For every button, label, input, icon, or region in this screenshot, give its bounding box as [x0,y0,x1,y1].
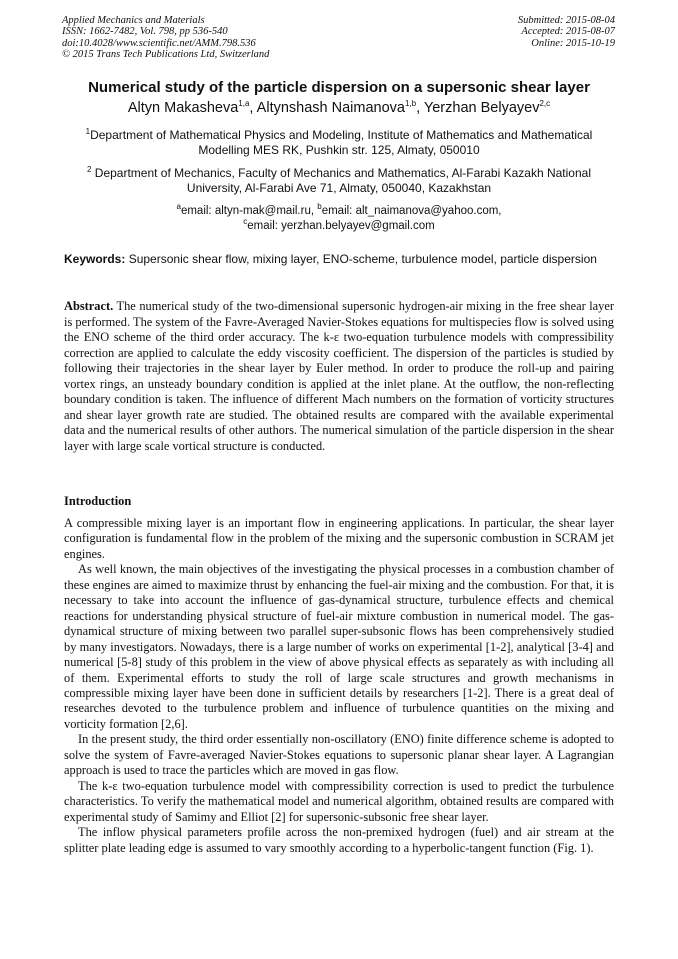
journal-header [62,15,269,61]
author-name: Yerzhan Belyayev [423,100,540,116]
copyright-line: © 2015 Trans Tech Publications Ltd, Switzerland [62,49,270,61]
affiliation-1 [64,128,614,158]
email-mark: a [176,202,181,212]
paragraph: The k-ε two-equation turbulence model with compressibility correction is used to predict the turbulence characteristics. To verify the mathematical model and numerical algorithm, obtained results are compared with experimental study of Samimy and Elliot [2] for supersonic-subsonic free shear layer. [64,778,614,824]
affiliation-mark: 2 [86,165,92,174]
affiliation-mark: 1 [85,127,91,136]
online-date: Online: 2015-10-19 [531,37,615,49]
email-a: email: altyn-mak@mail.ru, [180,205,318,217]
email-mark: b [317,202,322,212]
paragraph: In the present study, the third order essentially non-oscillatory (ENO) finite difference scheme is adopted to solve the system of Favre-averaged Navier-Stokes equations to supersonic planar shear layer. A Lagrangian approach is used to trace the particles which are moved in gas flow. [64,732,614,778]
author-separator: , [416,100,424,116]
paragraph: A compressible mixing layer is an important flow in engineering applications. In particular, the shear layer configuration is fundamental flow in the problem of the mixing and the supersonic combustion in SCRAM jet engines. [64,516,614,561]
author-name: Altyn Makasheva [127,100,239,116]
paper-title: Numerical study of the particle dispersion on a supersonic shear layer [88,79,590,96]
keywords-label: Keywords: [64,252,126,266]
introduction-body [64,516,614,856]
author-list [40,100,638,116]
section-heading: Introduction [64,494,132,508]
author-affil-mark: 1,a [238,99,250,109]
keywords-text: Supersonic shear flow, mixing layer, ENO-scheme, turbulence model, particle dispersion [125,252,597,266]
affiliation-text: Department of Mechanics, Faculty of Mechanics and Mathematics, Al-Farabi Kazakh National University, Al-Farabi Ave 71, Almaty, 050040, Kazakhstan [91,166,591,195]
affiliation-text: Department of Mathematical Physics and Modeling, Institute of Mathematics and Mathematical Modelling MES RK, Pushkin str. 125, Almaty, 050010 [90,128,593,157]
doi-line: doi:10.4028/www.scientific.net/AMM.798.536 [62,37,256,49]
author-affil-mark: 2,c [539,99,551,109]
submitted-date: Submitted: 2015-08-04 [517,15,615,26]
abstract-text: The numerical study of the two-dimensional supersonic hydrogen-air mixing in the free shear layer is performed. The system of the Favre-Averaged Navier-Stokes equations for multispecies flow is solved using the ENO scheme of the third order accuracy. The k-ε two-equation turbulence models with compressibility correction are applied to calculate the eddy viscosity coefficient. The dispersion of the particles is studied by following their trajectories in the shear layer by Euler method. In order to produce the roll-up and pairing vortex rings, an unsteady boundary condition is applied at the inlet plane. At the outflow, the non-reflecting boundary condition is taken. The influence of different Mach numbers on the formation of vorticity structures and shear layer growth rate are studied. The obtained results are compared with the available experimental data and the numerical results of other authors. The numerical simulation of the particle dispersion in the shear layer with large scale vortical structure is conducted. [64,299,614,453]
author-affil-mark: 1,b [404,99,417,109]
dates-header [518,15,615,49]
email-c: email: yerzhan.belyayev@gmail.com [247,219,435,232]
email-mark: c [243,216,248,226]
email-block [64,204,614,233]
author-name: Altynshash Naimanova [256,100,405,116]
paragraph: As well known, the main objectives of the investigating the physical processes in a combustion chamber of these engines are aimed to maximize thrust by enhancing the fuel-air mixing and the combustion. For that, it is necessary to take into account the influence of gas-dynamical structure, turbulence effects and chemical reactions for understanding physical structure of fuel-air mixture combustion in numerical model. The gas-dynamical structure of mixing between two parallel super-subsonic flows has been comprehensively studied by many investigators. Nowadays, there is a large number of works on experimental [1-2], analytical [3-4] and numerical [5-8] study of this problem in the view of above physical effects as separately as with including all of them. Experimental efforts to study the roll of large scale structures and growth mechanisms in compressible mixing layer have been done in sufficient details by researchers [1-2]. There is a great deal of researches devoted to the turbulence problem and influence of turbulence quantities on the mixing and vorticity formation [2,6]. [64,562,614,731]
paragraph: The inflow physical parameters profile across the non-premixed hydrogen (fuel) and air stream at the splitter plate leading edge is assumed to vary smoothly according to a hyperbolic-tangent function (Fig. 1). [64,825,614,855]
journal-name: Applied Mechanics and Materials [62,15,205,26]
affiliation-2 [64,166,614,196]
email-b: email: alt_naimanova@yahoo.com, [321,205,502,217]
author-separator: , [249,100,257,116]
keywords [64,252,614,267]
abstract-label: Abstract. [64,299,114,313]
abstract [64,299,614,454]
accepted-date: Accepted: 2015-08-07 [521,26,615,38]
issn-line: ISSN: 1662-7482, Vol. 798, pp 536-540 [62,26,228,38]
